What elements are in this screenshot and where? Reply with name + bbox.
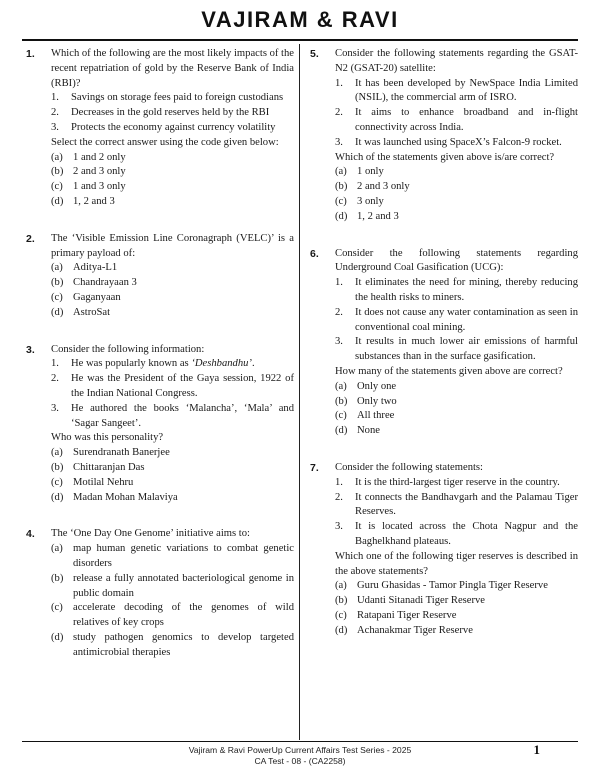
- page-header: [0, 0, 600, 42]
- option-text: Guru Ghasidas - Tamor Pingla Tiger Reserve: [357, 580, 548, 592]
- statement: [335, 106, 578, 136]
- option-letter: (d): [51, 491, 64, 503]
- option-letter: (a): [335, 580, 347, 592]
- option-text: Achanakmar Tiger Reserve: [357, 624, 473, 636]
- option-text: release a fully annotated bacteriological genome in public domain: [73, 572, 294, 599]
- question-number: 5.: [310, 48, 319, 60]
- answer-option: [335, 594, 578, 609]
- option-letter: (b): [51, 461, 64, 473]
- option-letter: (c): [335, 609, 347, 621]
- statement-text: .: [251, 358, 255, 370]
- answer-option: [51, 542, 294, 572]
- statement: [335, 136, 578, 151]
- option-letter: (b): [335, 595, 348, 607]
- option-text: Udanti Sitanadi Tiger Reserve: [357, 595, 485, 607]
- right-column: [306, 47, 578, 638]
- question-1: [22, 47, 294, 210]
- option-text: Chittaranjan Das: [73, 461, 145, 473]
- statement-text: It was launched using SpaceX’s Falcon-9 rocket.: [355, 136, 562, 148]
- answer-option: [51, 291, 294, 306]
- option-text: AstroSat: [73, 306, 111, 318]
- statement-text: It has been developed by NewSpace India Limited (NSIL), the commercial arm of ISRO.: [355, 77, 578, 104]
- option-text: Madan Mohan Malaviya: [73, 491, 178, 503]
- statement-text: It connects the Bandhavgarh and the Palamau Tiger Reserves.: [355, 491, 578, 518]
- option-letter: (c): [335, 195, 347, 207]
- question-2: [22, 232, 294, 321]
- question-prompt: Select the correct answer using the code given below:: [51, 136, 279, 148]
- option-letter: (a): [335, 380, 347, 392]
- option-text: 2 and 3 only: [357, 181, 410, 193]
- answer-option: [51, 446, 294, 461]
- page-footer: [0, 745, 600, 767]
- option-text: All three: [357, 410, 395, 422]
- answer-option: [335, 180, 578, 195]
- statement-number: 3.: [335, 136, 343, 148]
- answer-option: [51, 261, 294, 276]
- question-prompt: Which one of the following tiger reserves is described in the above statements?: [335, 550, 578, 577]
- answer-option: [51, 572, 294, 602]
- option-text: None: [357, 425, 380, 437]
- left-column: [22, 47, 294, 660]
- statement-number: 1.: [51, 358, 59, 370]
- answer-option: [51, 461, 294, 476]
- option-text: Only two: [357, 395, 397, 407]
- question-number: 7.: [310, 461, 319, 474]
- option-letter: (c): [335, 410, 347, 422]
- footer-rule: [22, 741, 578, 742]
- option-text: 1, 2 and 3: [357, 210, 399, 222]
- footer-series: Vajiram & Ravi PowerUp Current Affairs Test Series - 2025: [188, 745, 412, 755]
- statement-emphasis: ‘Deshbandhu’: [191, 358, 252, 370]
- statement-number: 3.: [335, 336, 343, 348]
- answer-option: [335, 195, 578, 210]
- question-7: [306, 461, 578, 639]
- option-text: 1 and 3 only: [73, 181, 126, 193]
- option-text: 2 and 3 only: [73, 166, 126, 178]
- statement: [51, 121, 294, 136]
- statement-number: 1.: [51, 92, 59, 104]
- column-divider: [299, 44, 300, 740]
- question-number: 1.: [26, 48, 35, 60]
- option-letter: (b): [51, 277, 64, 289]
- statement: [335, 335, 578, 365]
- statement: [51, 357, 294, 372]
- answer-option: [335, 395, 578, 410]
- statement-number: 3.: [335, 521, 343, 533]
- option-text: 1 only: [357, 166, 384, 178]
- question-stem: Consider the following information:: [51, 343, 205, 355]
- answer-option: [51, 180, 294, 195]
- statement: [51, 106, 294, 121]
- statement-text: Protects the economy against currency volatility: [71, 121, 276, 133]
- brand-title: VAJIRAM & RAVI: [201, 7, 399, 32]
- question-number: 4.: [26, 528, 35, 541]
- answer-option: [51, 491, 294, 506]
- option-text: Chandrayaan 3: [73, 277, 137, 289]
- answer-option: [51, 306, 294, 321]
- answer-option: [335, 579, 578, 594]
- statement-number: 2.: [335, 107, 343, 119]
- question-stem: Consider the following statements:: [335, 461, 483, 473]
- answer-option: [335, 165, 578, 180]
- option-text: Only one: [357, 380, 397, 392]
- question-number: 2.: [26, 232, 35, 245]
- statement-number: 3.: [51, 121, 59, 133]
- answer-option: [335, 424, 578, 439]
- question-4: [22, 527, 294, 660]
- answer-option: [51, 151, 294, 166]
- answer-option: [335, 380, 578, 395]
- option-letter: (a): [51, 151, 63, 163]
- option-letter: (a): [335, 166, 347, 178]
- statement-number: 1.: [335, 476, 343, 488]
- statement: [335, 476, 578, 491]
- question-3: [22, 343, 294, 506]
- option-letter: (b): [51, 572, 64, 584]
- option-text: 1 and 2 only: [73, 151, 126, 163]
- option-text: Motilal Nehru: [73, 476, 134, 488]
- question-prompt: Who was this personality?: [51, 432, 164, 444]
- question-stem: The ‘One Day One Genome’ initiative aims to:: [51, 528, 250, 540]
- statement-text: He was popularly known as: [71, 358, 192, 370]
- statement-number: 2.: [335, 491, 343, 503]
- statement-number: 2.: [335, 306, 343, 318]
- option-letter: (a): [51, 447, 63, 459]
- option-text: 1, 2 and 3: [73, 195, 115, 207]
- option-letter: (c): [51, 476, 63, 488]
- answer-option: [335, 210, 578, 225]
- question-6: [306, 247, 578, 439]
- question-stem: Which of the following are the most likely impacts of the recent repatriation of gold by the Reserve Bank of India (RBI)?: [51, 48, 295, 89]
- answer-option: [51, 165, 294, 180]
- option-letter: (a): [51, 543, 63, 555]
- option-letter: (c): [51, 181, 63, 193]
- page-number: 1: [533, 742, 540, 757]
- option-letter: (b): [335, 181, 348, 193]
- question-stem: Consider the following statements regarding Underground Coal Gasification (UCG):: [335, 247, 578, 274]
- statement: [335, 306, 578, 336]
- option-letter: (b): [51, 166, 64, 178]
- answer-option: [335, 609, 578, 624]
- question-number: 3.: [26, 343, 35, 356]
- option-letter: (a): [51, 262, 63, 274]
- footer-test-code: CA Test - 08 - (CA2258): [254, 756, 346, 766]
- answer-option: [51, 601, 294, 631]
- option-text: Ratapani Tiger Reserve: [357, 609, 457, 621]
- statement-number: 3.: [51, 402, 59, 414]
- statement: [51, 372, 294, 402]
- statement-number: 2.: [51, 373, 59, 385]
- header-rule: [22, 39, 578, 41]
- option-letter: (d): [335, 624, 348, 636]
- statement-text: Decreases in the gold reserves held by the RBI: [71, 107, 270, 119]
- option-letter: (c): [51, 291, 63, 303]
- option-text: accelerate decoding of the genomes of wild relatives of key crops: [73, 602, 294, 629]
- statement-text: It is located across the Chota Nagpur and the Baghelkhand plateaus.: [355, 521, 578, 547]
- statement-number: 1.: [335, 277, 343, 289]
- statement: [335, 491, 578, 521]
- question-stem: Consider the following statements regarding the GSAT-N2 (GSAT-20) satellite:: [335, 48, 578, 74]
- option-letter: (d): [51, 631, 64, 643]
- statement-text: Savings on storage fees paid to foreign custodians: [71, 92, 284, 104]
- question-prompt: Which of the statements given above is/are correct?: [335, 151, 555, 163]
- answer-option: [335, 409, 578, 424]
- option-letter: (d): [51, 195, 64, 207]
- answer-option: [51, 276, 294, 291]
- option-text: study pathogen genomics to develop targeted antimicrobial therapies: [73, 631, 294, 658]
- answer-option: [51, 195, 294, 210]
- statement-text: It does not cause any water contamination as seen in conventional coal mining.: [355, 306, 578, 333]
- question-prompt: How many of the statements given above are correct?: [335, 365, 563, 377]
- statement-text: He authored the books ‘Malancha’, ‘Mala’ and ‘Sagar Sangeet’.: [71, 402, 294, 429]
- question-number: 6.: [310, 247, 319, 260]
- statement: [335, 276, 578, 306]
- option-text: 3 only: [357, 195, 384, 207]
- option-letter: (b): [335, 395, 348, 407]
- option-letter: (d): [335, 210, 348, 222]
- statement: [335, 77, 578, 107]
- statement-text: It results in much lower air emissions of harmful substances than in the surface gasification.: [355, 336, 578, 363]
- statement: [51, 402, 294, 432]
- statement-text: It is the third-largest tiger reserve in the country.: [355, 476, 560, 488]
- answer-option: [51, 631, 294, 661]
- question-stem: The ‘Visible Emission Line Coronagraph (VELC)’ is a primary payload of:: [51, 232, 294, 259]
- statement: [335, 520, 578, 550]
- option-text: Surendranath Banerjee: [73, 447, 170, 459]
- option-text: Aditya-L1: [73, 262, 118, 274]
- option-letter: (d): [51, 306, 64, 318]
- statement: [51, 91, 294, 106]
- option-letter: (c): [51, 602, 63, 614]
- statement-text: It eliminates the need for mining, thereby reducing the health risks to miners.: [355, 277, 578, 303]
- option-text: map human genetic variations to combat genetic disorders: [73, 543, 294, 569]
- answer-option: [51, 476, 294, 491]
- answer-option: [335, 624, 578, 639]
- statement-text: It aims to enhance broadband and in-flight connectivity across India.: [355, 107, 578, 133]
- statement-number: 2.: [51, 107, 59, 119]
- option-text: Gaganyaan: [73, 291, 121, 303]
- statement-number: 1.: [335, 77, 343, 89]
- statement-text: He was the President of the Gaya session, 1922 of the Indian National Congress.: [71, 373, 294, 399]
- option-letter: (d): [335, 425, 348, 437]
- question-5: [306, 47, 578, 225]
